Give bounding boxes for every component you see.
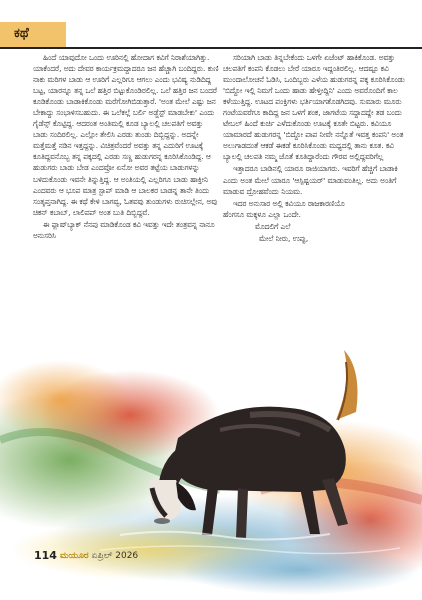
section-label: ಕಥೆ <box>14 26 29 41</box>
page-footer <box>34 549 138 562</box>
article-column-left <box>33 52 219 241</box>
left-paragraph-2: ಈ ಫ್ಲಾಷ್‌ಬ್ಯಾಕ್ ನೆನಪು ಮಾಡಿಕೊಂಡ ಕವಿ ಇವತ್ತು ಇದೇ ತಂತ್ರವನ್ನ ನಾನೂ ಅನುಸರಿಸಿ <box>33 219 215 240</box>
right-verse: ಮೇಲೆ ನೀರು, ಉಪ್ಪು, <box>259 233 309 243</box>
section-tag <box>0 22 66 48</box>
right-paragraph-3: ಇದರ ಅನುಸಾರ ಅಲ್ಲಿ ಕವಿಯೂ ರಾಜಕಾರಣಿಯೊ ಹೆಂಗಸೂ ಮಕ್ಕಳೂ ಎಲ್ಲಾ ಒಂದೇ. <box>223 198 345 219</box>
header-rule <box>0 47 422 49</box>
right-paragraph-4: ಮೊದಲಿಗೆ ಎಲೆ <box>255 221 291 231</box>
magazine-name: ಮಯೂರ <box>59 550 89 561</box>
page-number: 114 <box>34 549 57 562</box>
right-paragraph-1: ಸರಿಯಾಗಿ ಬಾಡು ತಿನ್ನಬೇಕೆಂದು ಒಳಗೇ ಏಜೆಂಟ್ ಹಾಕಿಕೊಂಡ. ಅವತ್ತು ಚಲಪತಿಗೆ ಕಂಪನಿ ಕೊಡಲು ಬೇರೆ ಯಾರೂ ಇದ್ದಂತಿರಲಿಲ್ಲ. ಆದಷ್ಟೂ ಕವಿ ಮುಂದಾಲೋಚನೆ ಓಡಿಸಿ, ಒಂದಿಬ್ಬರು ಎಳೆಯ ಹುಡುಗರನ್ನ ಪಕ್ಕ ಕೂರಿಸಿಕೊಂಡು 'ಬಿದ್ದೋ ಇಲ್ಲಿ ನಿಮಗೆ ಒಂದು ಹಾಡು ಹೇಳ್ತೀದ್ದಿನಿ' ಎಂದು ಅವರೊಂದಿಗೆ ಕಾಲ ಕಳೆಯುತ್ತಿದ್ದ. ಊಟದ ಪಂಕ್ತಿಗಳು ಭರ್ತಿಯಾಗತೊಡಗಿದವು. ಸುಮಾರು ಮೂರು ಗಂಟೆಯವರೆಗೂ ಕಾದಿದ್ದ ಜನ ಒಳಗೆ ಶಂಕ, ಜಾಗಟೆಯ ಸದ್ದಾದದ್ದೇ ತಡ ಬಂದು ಟೇಬಲ್ ಹಿಂದೆ ಕುರ್ಚಿ ಎಳೆದುಕೊಂಡು ಊಟಕ್ಕೆ ಕೂತೇ ಬಿಟ್ಟರು. ಕವಿಯೂ ಯಾಮಾರದೆ ಹುಡುಗರನ್ನ 'ಬಿದ್ದೋ ಪಾಪ ನೀವೇ ನನ್ನೊತೆ ಇವತ್ತ ಕಂಪನಿ' ಅಂತ ಅಲುಗಾಡದಂತೆ ಆಕಡೆ ಈಕಡೆ ಕೂರಿಸಿಕೊಂಡು ಮಧ್ಯದಲ್ಲಿ ತಾನು ಕೂತ. ಕವಿ ಬ್ಯಾಲಲ್ಲಿ ಚಲಪತಿ ನಮ್ಮ ಜೊತೆ ಕೂತಿದ್ದಾರೆಂದು ಗೌರವ ಅಲ್ಲಿದ್ದವರಿಗೆಲ್ಲ <box>223 53 405 162</box>
article-column-right <box>223 52 409 244</box>
right-paragraph-2: ಇತ್ತಾದರೂ ಬಾಡಿನಲ್ಲಿ ಯಾರೂ ರಾಜಿಯಾಗರು. ಇವರಿಗೆ ಹೆಚ್ಚಿಗೆ ಬಾಡಾಕಿ ಎಂದು ಅಂತ ಮೇಲೆ ಯಾರೂ 'ಆಸ್ಪಿಷ್ಟಯರ್' ಮಾಡುವಂತಿಲ್ಲ. ಅದು ಅಂತಿಗೆ ಮಾಡುವ ದ್ರೋಹವೆಂದು ನಿಯಮ. <box>223 164 398 196</box>
left-paragraph-1: ಹಿಂದೆ ಯಾವುದೋ ಒಂದು ಊರಿನಲ್ಲಿ ಹೋದಾಗ ಕವಿಗೆ ನಿರಾಶೆಯಾಗಿತ್ತು. ಯಾಕೆಂದರೆ, ಅದು ದೇವರ ಕಾರ್ಯಕ್ರಮದ್ದಾದರೂ ಜನ ಹೆಚ್ಚಾಗಿ ಬಂದಿದ್ದರು. ಕುಣಿ ನಾಕು ಮರಿಗಳ ಬಾಡು ಆ ಊರಿಗೆ ಎಲ್ಲರಿಗೂ ಆಗಲು ಎಂದು ಭವಿಷ್ಯ ನುಡಿದಿದ್ದ ಬಟ್ಟ, ಯಾರನ್ನೂ ತನ್ನ ಒಲೆ ಹತ್ತಿರ ಬಿಟ್ಟುಕೊಂಡಿರಲಿಲ್ಲ. ಒಲೆ ಹತ್ತಿರ ಜನ ಬಂದರೆ ಕೂಡಿಕೊಂಡು ಬಾಡಾಕಿಕೊಂಡು ಮರೆಗೋಗಿಬಿಡುತ್ತಾರೆ. 'ಅಂತ ಮೇಲೆ ಎಷ್ಟು ಜನ ಬೇಕಾದ್ದು ಸಂಭಾಳಿಸಬಹುದು. ಈ ಒಲೆಕಲ್ಲೆ ಬರ್ಲಿ ಅಡ್ಜೆಸ್ಟ್ ಮಾಡಬೇಕು' ಎಂದು ಗೈಡೆನ್ಸ್ ಕೊಟ್ಟಿದ್ದ. ಆದರಂತ ಅಂತಿಮಲ್ಲಿ ಕೂಡ ಬ್ಯಾಲಲ್ಲಿ ಚಲಪತಿಗೆ ಅವತ್ತು ಬಾಡು ಸಂದಿರಲಿಲ್ಲ. ಎಲ್ಲೋ ತೇಲಿಸಿ ಎರಡು ತುಂಡು ದಿಬ್ಬಿದ್ದನ್ನು. ಅದನ್ನೇ ಮತ್ತೆಮತ್ತೆ ನಡಿನ ಇತ್ತದ್ದನ್ನು. ವಿಚಿತ್ರವೆಂದರೆ ಅವತ್ತು ತನ್ನ ಎದುರಿಗೆ ಊಟಕ್ಕೆ ಕೂತಿದ್ದವನೊಬ್ಬ ತನ್ನ ಪಕ್ಕದಲ್ಲಿ ಎರಡು ಸಣ್ಣ ಹುಡುಗರನ್ನ ಕೂರಿಸಿಕೊಂಡಿದ್ದ. ಆ ಹುಡುಗರು ಬಾಡು ಬೇಡ ಎಂದವ್ರೋ ಏನೋ ಅವರ ತಟ್ಟೆಯ ಬಾಡುಗಳನ್ನು ಬಳಿದುಕೊಂಡು ಇವನೇ ತಿನ್ನುತ್ತಿದ್ದ. ಆ ಅಂತಿಯಲ್ಲಿ ಎಲ್ಲರಿಗೂ ಬಾಡು ಹಾಕ್ತೀನಿ ಎಂದವರು ಆ ಭೂಪ ಮಾತ್ರ ಸ್ಟಾಪ್ ಮಾಡಿ ಆ ಬಾಲಕರ ಬಾಡನ್ನ ತಾನೇ ತಿಂದು ಸಂತೃಪ್ತನಾಗಿದ್ದ. ಈ ಕಥೆ ಕೇಳಿ ಬಾಗವ್ವ, ಓತವವು ತುಂಡುಗಳು ರುಚಿಸಲ್ಲೇನ, ಅವು ಚಿಕನ್ ಕಬಾಬ್, ಲಾಲಿಪಪ್ ಅಂತ ಬುತಿ ದಿಬ್ಬಿದ್ದವೆ. <box>33 53 219 217</box>
issue-date: ಏಪ್ರಿಲ್ 2026 <box>91 550 139 561</box>
